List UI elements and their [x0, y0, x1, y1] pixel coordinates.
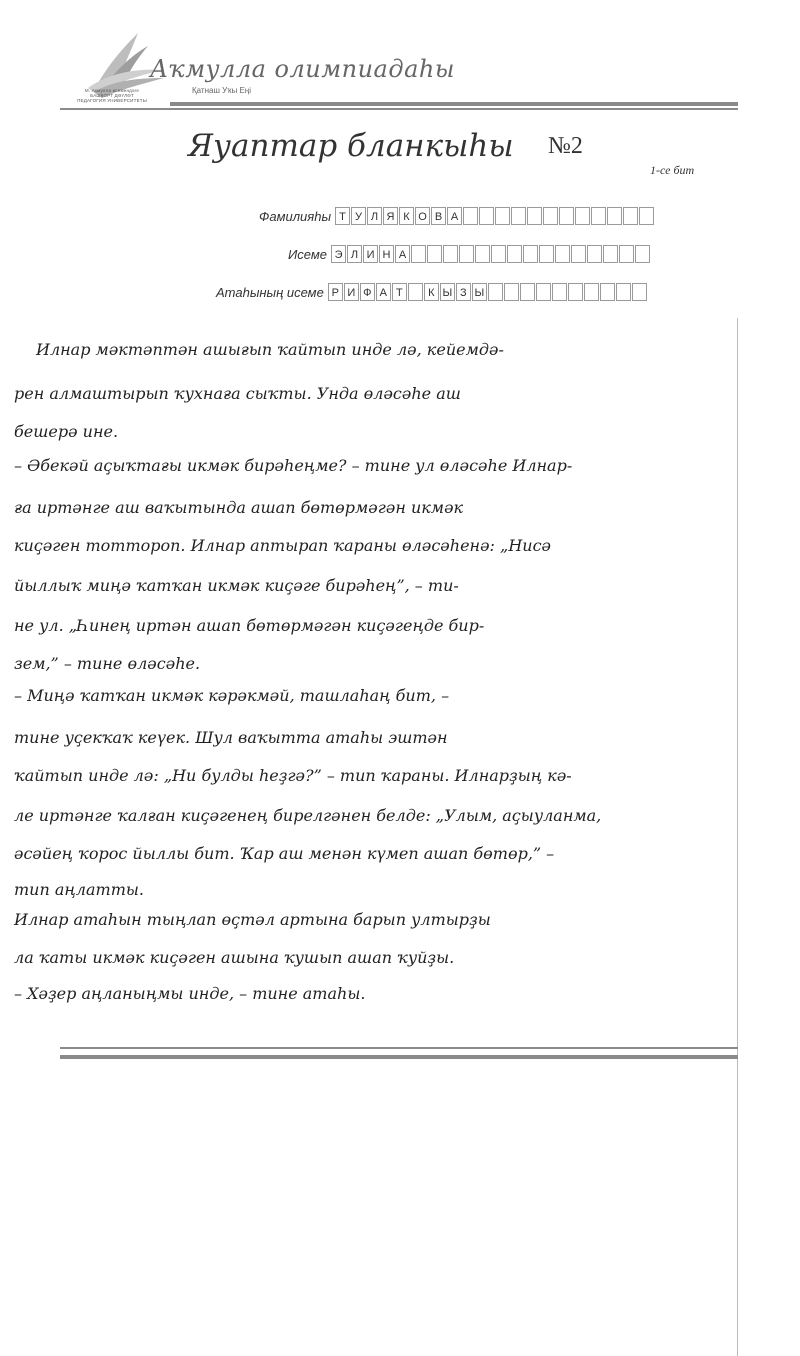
patronymic-field[interactable] — [216, 282, 648, 302]
text-line: әсәйең ҡорос йыллы бит. Ҡар аш менән күмеп ашап бөтөр,” – — [14, 844, 555, 863]
name-label: Исеме — [288, 246, 328, 262]
letter-box[interactable]: А — [395, 245, 410, 263]
footer-divider — [60, 1055, 738, 1059]
letter-box[interactable] — [552, 283, 567, 301]
header-divider — [60, 108, 738, 110]
text-line: бешерә ине. — [14, 422, 119, 441]
text-line: ҡайтып инде лә: „Ни булды һеҙгә?” – тип ҡараны. Илнарҙың кә- — [14, 766, 572, 785]
letter-box[interactable]: Ы — [440, 283, 455, 301]
letter-box[interactable]: И — [344, 283, 359, 301]
letter-box[interactable] — [587, 245, 602, 263]
text-line: ға иртәнге аш ваҡытында ашап бөтөрмәгән икмәк — [14, 498, 464, 517]
olympiad-title: Аҡмулла олимпиадаһы — [150, 55, 455, 83]
letter-box[interactable] — [427, 245, 442, 263]
letter-box[interactable]: Т — [392, 283, 407, 301]
text-line: рен алмаштырып ҡухнаға сыҡты. Унда өләсәһе аш — [14, 384, 461, 403]
text-line: тине уҫекҡаҡ кеүек. Шул ваҡытта атаһы эштән — [14, 728, 448, 747]
form-number: №2 — [548, 133, 583, 159]
header-divider — [170, 102, 738, 106]
letter-box[interactable] — [523, 245, 538, 263]
letter-box[interactable]: Л — [347, 245, 362, 263]
letter-box[interactable] — [619, 245, 634, 263]
letter-box[interactable]: Н — [379, 245, 394, 263]
letter-box[interactable] — [568, 283, 583, 301]
letter-box[interactable] — [520, 283, 535, 301]
letter-box[interactable] — [511, 207, 526, 225]
letter-box[interactable] — [543, 207, 558, 225]
letter-box[interactable] — [408, 283, 423, 301]
surname-field[interactable] — [259, 206, 655, 226]
letter-box[interactable] — [411, 245, 426, 263]
letter-box[interactable] — [479, 207, 494, 225]
letter-box[interactable]: К — [399, 207, 414, 225]
letter-box[interactable]: Т — [335, 207, 350, 225]
letter-box[interactable]: О — [415, 207, 430, 225]
footer-divider — [60, 1047, 738, 1049]
letter-box[interactable] — [443, 245, 458, 263]
letter-box[interactable] — [600, 283, 615, 301]
olympiad-subtitle: Қатнаш Уҡы Еңі — [192, 86, 251, 95]
letter-box[interactable]: В — [431, 207, 446, 225]
letter-box[interactable]: А — [376, 283, 391, 301]
letter-box[interactable] — [507, 245, 522, 263]
letter-box[interactable] — [536, 283, 551, 301]
letter-box[interactable] — [527, 207, 542, 225]
letter-box[interactable] — [607, 207, 622, 225]
text-line: – Миңә ҡатҡан икмәк кәрәкмәй, ташлаһаң бит, – — [14, 686, 450, 705]
letter-box[interactable]: У — [351, 207, 366, 225]
text-line: киҫәген тоттороп. Илнар аптырап ҡараны өләсәһенә: „Нисә — [14, 536, 551, 555]
university-name-line: М. Акмулла исемендәге — [84, 88, 140, 93]
text-line: Илнар атаһын тыңлап өҫтәл артына барып ултырҙы — [14, 910, 491, 929]
letter-box[interactable] — [459, 245, 474, 263]
letter-box[interactable]: Ф — [360, 283, 375, 301]
surname-label: Фамилияһы — [259, 208, 332, 224]
letter-box[interactable] — [616, 283, 631, 301]
letter-box[interactable] — [495, 207, 510, 225]
letter-box[interactable]: Р — [328, 283, 343, 301]
university-name-line: БАШКОРТ ДӘҮЛӘТ — [90, 93, 134, 98]
letter-box[interactable]: Л — [367, 207, 382, 225]
text-line: – Әбекәй аҫыҡтағы икмәк бирәһеңме? – тине ул өләсәһе Илнар- — [14, 456, 573, 475]
university-name-line: ПЕДАГОГИЯ УНИВЕРСИТЕТЫ — [77, 98, 147, 103]
letter-box[interactable] — [639, 207, 654, 225]
letter-box[interactable] — [488, 283, 503, 301]
letter-box[interactable]: Я — [383, 207, 398, 225]
letter-box[interactable] — [555, 245, 570, 263]
text-line: йыллыҡ миңә ҡатҡан икмәк киҫәге бирәһең”, – ти- — [14, 576, 459, 595]
letter-box[interactable] — [559, 207, 574, 225]
letter-box[interactable] — [632, 283, 647, 301]
letter-box[interactable] — [584, 283, 599, 301]
name-field[interactable] — [288, 244, 651, 264]
letter-box[interactable]: Ы — [472, 283, 487, 301]
letter-box[interactable] — [575, 207, 590, 225]
letter-box[interactable]: А — [447, 207, 462, 225]
text-line: – Хәҙер аңланыңмы инде, – тине атаһы. — [14, 984, 366, 1003]
letter-box[interactable] — [623, 207, 638, 225]
letter-box[interactable]: К — [424, 283, 439, 301]
text-line: зем,” – тине өләсәһе. — [14, 654, 201, 673]
text-line: тип аңлатты. — [14, 880, 144, 899]
letter-box[interactable] — [475, 245, 490, 263]
page-label: 1-се бит — [650, 163, 695, 177]
letter-box[interactable] — [635, 245, 650, 263]
name-boxes[interactable] — [331, 245, 651, 263]
letter-box[interactable] — [463, 207, 478, 225]
letter-box[interactable] — [539, 245, 554, 263]
patronymic-boxes[interactable] — [328, 283, 648, 301]
letter-box[interactable] — [591, 207, 606, 225]
university-name-small — [62, 88, 162, 103]
patronymic-label: Атаһының исеме — [216, 284, 324, 300]
letter-box[interactable] — [571, 245, 586, 263]
text-line: Илнар мәктәптән ашығып ҡайтып инде лә, кейемдә- — [36, 340, 504, 359]
letter-box[interactable] — [504, 283, 519, 301]
surname-boxes[interactable] — [335, 207, 655, 225]
text-line: ле иртәнге ҡалған киҫәгенең бирелгәнен белде: „Улым, аҫыуланма, — [14, 806, 602, 825]
letter-box[interactable]: З — [456, 283, 471, 301]
text-line: ла ҡаты икмәк киҫәген ашына ҡушып ашап ҡуйҙы. — [14, 948, 455, 967]
letter-box[interactable]: Э — [331, 245, 346, 263]
form-title: Яуаптар бланкыһы — [188, 128, 514, 164]
text-line: не ул. „Һинең иртән ашап бөтөрмәгән киҫәгеңде бир- — [14, 616, 485, 635]
letter-box[interactable]: И — [363, 245, 378, 263]
letter-box[interactable] — [491, 245, 506, 263]
answer-text-area[interactable] — [0, 340, 800, 1020]
letter-box[interactable] — [603, 245, 618, 263]
